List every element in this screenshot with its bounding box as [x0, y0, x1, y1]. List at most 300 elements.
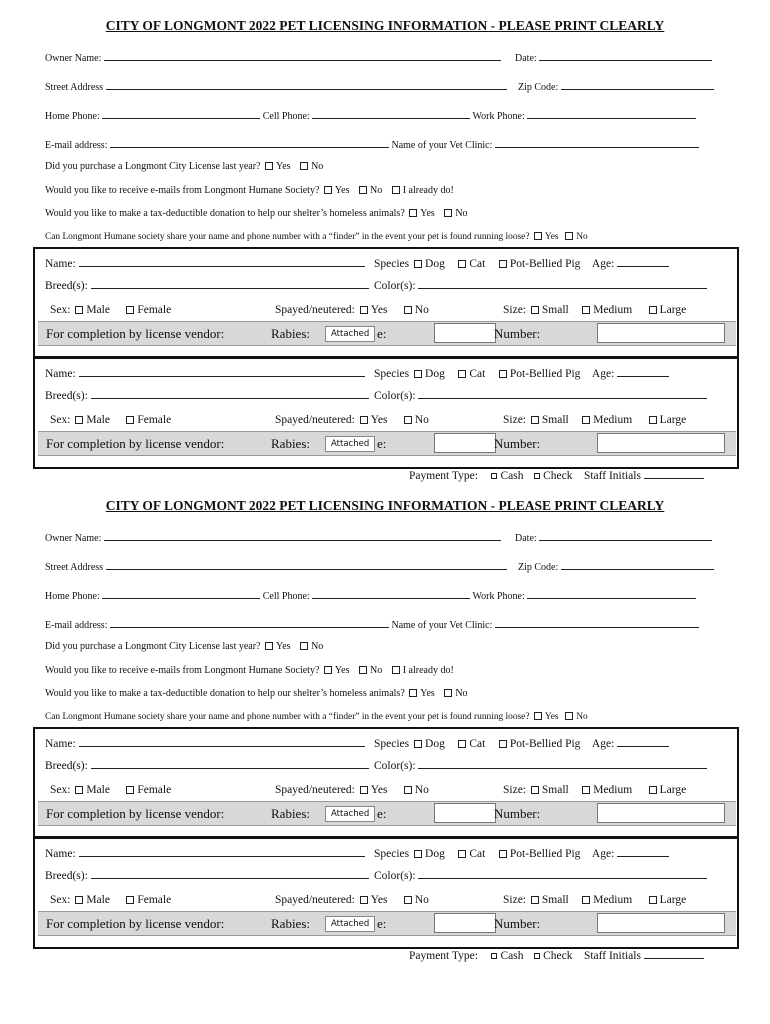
emails-already-checkbox[interactable] — [392, 186, 400, 194]
breed-field[interactable] — [91, 869, 369, 879]
breed-field[interactable] — [91, 279, 369, 289]
zip-code-field[interactable] — [561, 560, 714, 570]
pig-checkbox[interactable] — [499, 740, 507, 748]
attached-button[interactable]: Attached — [325, 916, 375, 932]
work-phone-label: Work Phone: — [472, 111, 525, 122]
male-label: Male — [86, 304, 110, 316]
male-checkbox[interactable] — [75, 416, 83, 424]
sex-row — [50, 414, 171, 426]
no-label: No — [576, 712, 588, 722]
male-checkbox[interactable] — [75, 306, 83, 314]
zip-code-label: Zip Code: — [518, 82, 559, 93]
spayed-yes-checkbox[interactable] — [360, 786, 368, 794]
street-address-label: Street Address — [45, 82, 104, 93]
spayed-yes-checkbox[interactable] — [360, 896, 368, 904]
date-field[interactable] — [539, 531, 712, 541]
color-row — [374, 869, 707, 882]
street-row — [45, 560, 507, 573]
check-label: Check — [543, 950, 573, 962]
yes-label: Yes — [420, 208, 435, 219]
small-label: Small — [541, 414, 569, 426]
pet-name-field[interactable] — [79, 367, 365, 377]
rabies-label: Rabies: — [271, 806, 310, 821]
zip-code-field[interactable] — [561, 80, 714, 90]
dog-label: Dog — [425, 848, 445, 860]
sex-row — [50, 894, 171, 906]
cat-label: Cat — [469, 368, 486, 380]
license-yes-checkbox[interactable] — [265, 162, 273, 170]
spayed-label: Spayed/neutered: — [275, 414, 355, 426]
sex-row — [50, 304, 171, 316]
color-label: Color(s): — [374, 870, 416, 882]
female-checkbox[interactable] — [126, 896, 134, 904]
no-label: No — [414, 894, 429, 906]
medium-label: Medium — [593, 894, 633, 906]
date-row — [515, 51, 712, 64]
staff-initials-label: Staff Initials — [583, 470, 641, 482]
share-no-checkbox[interactable] — [565, 712, 573, 720]
no-label: No — [414, 304, 429, 316]
share-no-checkbox[interactable] — [565, 232, 573, 240]
dog-checkbox[interactable] — [414, 740, 422, 748]
pet-name-row — [45, 367, 365, 380]
date-label: Date: — [515, 533, 537, 544]
large-checkbox[interactable] — [649, 306, 657, 314]
pet-name-row — [45, 847, 365, 860]
spayed-label: Spayed/neutered: — [275, 784, 355, 796]
no-label: No — [369, 185, 383, 196]
pig-label: Pot-Bellied Pig — [509, 258, 581, 270]
size-row — [503, 414, 686, 426]
owner-name-field[interactable] — [104, 51, 501, 61]
spayed-label: Spayed/neutered: — [275, 304, 355, 316]
male-checkbox[interactable] — [75, 896, 83, 904]
species-label: Species — [374, 738, 410, 750]
emails-question-text: Would you like to receive e-mails from Longmont Humane Society? — [45, 185, 320, 196]
yes-label: Yes — [276, 641, 291, 652]
medium-checkbox[interactable] — [582, 306, 590, 314]
age-field[interactable] — [617, 257, 669, 267]
dog-label: Dog — [425, 258, 445, 270]
sex-label: Sex: — [50, 894, 71, 906]
donation-yes-checkbox[interactable] — [409, 689, 417, 697]
cat-label: Cat — [469, 848, 486, 860]
breed-row — [45, 389, 369, 402]
sex-row — [50, 784, 171, 796]
attached-button[interactable]: Attached — [325, 436, 375, 452]
cat-checkbox[interactable] — [458, 850, 466, 858]
pet-name-label: Name: — [45, 738, 76, 750]
female-checkbox[interactable] — [126, 786, 134, 794]
size-label: Size: — [503, 894, 526, 906]
home-phone-field[interactable] — [102, 589, 260, 599]
age-label: Age: — [591, 368, 615, 380]
color-row — [374, 279, 707, 292]
zip-row — [518, 560, 714, 573]
spayed-yes-checkbox[interactable] — [360, 306, 368, 314]
no-label: No — [455, 208, 468, 219]
check-checkbox[interactable] — [534, 473, 540, 479]
vendor-bar — [38, 911, 736, 936]
emails-no-checkbox[interactable] — [359, 186, 367, 194]
pet-name-field[interactable] — [79, 257, 365, 267]
share-question — [45, 232, 588, 242]
large-checkbox[interactable] — [649, 416, 657, 424]
breed-field[interactable] — [91, 389, 369, 399]
license-number-label: Number: — [494, 326, 541, 341]
date-field[interactable] — [539, 51, 712, 61]
no-label: No — [576, 232, 588, 242]
spayed-no-checkbox[interactable] — [404, 306, 412, 314]
vendor-label: For completion by license vendor: — [46, 436, 225, 451]
form-title: CITY OF LONGMONT 2022 PET LICENSING INFORMATION - PLEASE PRINT CLEARLY — [105, 18, 665, 33]
home-phone-label: Home Phone: — [45, 111, 100, 122]
color-label: Color(s): — [374, 390, 416, 402]
pet-box — [33, 247, 739, 358]
share-question — [45, 712, 588, 722]
breed-label: Breed(s): — [45, 760, 88, 772]
already-label: I already do! — [402, 665, 454, 676]
spayed-no-checkbox[interactable] — [404, 896, 412, 904]
breed-row — [45, 279, 369, 292]
cat-checkbox[interactable] — [458, 740, 466, 748]
size-row — [503, 894, 686, 906]
license-question — [45, 641, 323, 652]
vendor-label: For completion by license vendor: — [46, 916, 225, 931]
age-label: Age: — [591, 848, 615, 860]
yes-label: Yes — [544, 232, 559, 242]
female-checkbox[interactable] — [126, 306, 134, 314]
age-label: Age: — [591, 738, 615, 750]
owner-name-label: Owner Name: — [45, 53, 102, 64]
attached-button[interactable]: Attached — [325, 326, 375, 342]
vendor-label: For completion by license vendor: — [46, 326, 225, 341]
license-number-label: Number: — [494, 916, 541, 931]
rabies-date-input[interactable] — [434, 803, 496, 823]
dog-checkbox[interactable] — [414, 260, 422, 268]
date-row — [515, 531, 712, 544]
species-row — [374, 737, 669, 750]
yes-label: Yes — [276, 161, 291, 172]
pig-checkbox[interactable] — [499, 370, 507, 378]
species-row — [374, 257, 669, 270]
age-field[interactable] — [617, 367, 669, 377]
cash-checkbox[interactable] — [491, 473, 497, 479]
license-number-input[interactable] — [597, 433, 725, 453]
species-row — [374, 847, 669, 860]
color-label: Color(s): — [374, 760, 416, 772]
vendor-bar — [38, 321, 736, 346]
vet-clinic-label: Name of your Vet Clinic: — [391, 140, 493, 151]
yes-label: Yes — [544, 712, 559, 722]
license-number-label: Number: — [494, 436, 541, 451]
species-label: Species — [374, 368, 410, 380]
license-question-text: Did you purchase a Longmont City License last year? — [45, 641, 261, 652]
color-field[interactable] — [418, 759, 707, 769]
payment-type-label: Payment Type: — [409, 470, 478, 482]
pet-name-label: Name: — [45, 258, 76, 270]
rabies-date-label: e: — [377, 916, 387, 931]
donation-question — [45, 688, 468, 699]
license-question — [45, 161, 323, 172]
owner-name-label: Owner Name: — [45, 533, 102, 544]
rabies-date-input[interactable] — [434, 323, 496, 343]
license-number-label: Number: — [494, 806, 541, 821]
yes-label: Yes — [370, 784, 388, 796]
pet-name-row — [45, 257, 365, 270]
sex-label: Sex: — [50, 304, 71, 316]
yes-label: Yes — [334, 665, 350, 676]
payment-type-label: Payment Type: — [409, 950, 478, 962]
spayed-yes-checkbox[interactable] — [360, 416, 368, 424]
rabies-label: Rabies: — [271, 916, 310, 931]
vet-clinic-field[interactable] — [495, 618, 699, 628]
payment-row — [409, 469, 704, 482]
vet-clinic-label: Name of your Vet Clinic: — [391, 620, 493, 631]
license-number-input[interactable] — [597, 913, 725, 933]
vendor-label: For completion by license vendor: — [46, 806, 225, 821]
date-label: Date: — [515, 53, 537, 64]
owner-name-row — [45, 51, 501, 64]
color-field[interactable] — [418, 869, 707, 879]
spayed-row — [275, 784, 429, 796]
cell-phone-label: Cell Phone: — [262, 591, 310, 602]
license-no-checkbox[interactable] — [300, 642, 308, 650]
check-checkbox[interactable] — [534, 953, 540, 959]
cat-checkbox[interactable] — [458, 370, 466, 378]
emails-question — [45, 185, 454, 196]
small-label: Small — [541, 304, 569, 316]
no-label: No — [414, 784, 429, 796]
staff-initials-field[interactable] — [644, 469, 704, 479]
female-label: Female — [137, 414, 172, 426]
street-row — [45, 80, 507, 93]
donation-question-text: Would you like to make a tax-deductible donation to help our shelter’s homeless animals? — [45, 208, 405, 219]
color-row — [374, 759, 707, 772]
email-row — [45, 618, 699, 631]
breed-row — [45, 869, 369, 882]
pet-box — [33, 727, 739, 838]
small-checkbox[interactable] — [531, 306, 539, 314]
breed-field[interactable] — [91, 759, 369, 769]
cat-checkbox[interactable] — [458, 260, 466, 268]
donation-question — [45, 208, 468, 219]
cell-phone-field[interactable] — [312, 109, 470, 119]
share-question-text: Can Longmont Humane society share your name and phone number with a “finder” in the event your pet is found running loose? — [45, 712, 530, 722]
yes-label: Yes — [370, 414, 388, 426]
share-question-text: Can Longmont Humane society share your name and phone number with a “finder” in the event your pet is found running loose? — [45, 232, 530, 242]
small-label: Small — [541, 894, 569, 906]
color-field[interactable] — [418, 389, 707, 399]
no-label: No — [414, 414, 429, 426]
pet-name-label: Name: — [45, 848, 76, 860]
breed-row — [45, 759, 369, 772]
pig-label: Pot-Bellied Pig — [509, 738, 581, 750]
medium-label: Medium — [593, 414, 633, 426]
pig-checkbox[interactable] — [499, 850, 507, 858]
spayed-row — [275, 894, 429, 906]
pig-checkbox[interactable] — [499, 260, 507, 268]
vet-clinic-field[interactable] — [495, 138, 699, 148]
no-label: No — [455, 688, 468, 699]
male-label: Male — [86, 414, 110, 426]
work-phone-label: Work Phone: — [472, 591, 525, 602]
form-title: CITY OF LONGMONT 2022 PET LICENSING INFORMATION - PLEASE PRINT CLEARLY — [105, 498, 665, 513]
female-label: Female — [137, 304, 172, 316]
cat-label: Cat — [469, 738, 486, 750]
street-address-field[interactable] — [106, 80, 507, 90]
rabies-date-input[interactable] — [434, 913, 496, 933]
email-field[interactable] — [110, 138, 389, 148]
spayed-row — [275, 414, 429, 426]
rabies-date-label: e: — [377, 806, 387, 821]
rabies-label: Rabies: — [271, 436, 310, 451]
female-label: Female — [137, 894, 172, 906]
emails-no-checkbox[interactable] — [359, 666, 367, 674]
cash-checkbox[interactable] — [491, 953, 497, 959]
pet-name-row — [45, 737, 365, 750]
emails-already-checkbox[interactable] — [392, 666, 400, 674]
email-field[interactable] — [110, 618, 389, 628]
size-row — [503, 784, 686, 796]
phone-row — [45, 109, 696, 122]
small-checkbox[interactable] — [531, 896, 539, 904]
large-checkbox[interactable] — [649, 786, 657, 794]
attached-button[interactable]: Attached — [325, 806, 375, 822]
license-number-input[interactable] — [597, 803, 725, 823]
cell-phone-field[interactable] — [312, 589, 470, 599]
staff-initials-label: Staff Initials — [583, 950, 641, 962]
color-label: Color(s): — [374, 280, 416, 292]
dog-checkbox[interactable] — [414, 850, 422, 858]
spayed-label: Spayed/neutered: — [275, 894, 355, 906]
color-field[interactable] — [418, 279, 707, 289]
pet-box — [33, 837, 739, 949]
cash-label: Cash — [500, 470, 524, 482]
pet-name-field[interactable] — [79, 737, 365, 747]
species-row — [374, 367, 669, 380]
street-address-label: Street Address — [45, 562, 104, 573]
share-yes-checkbox[interactable] — [534, 712, 542, 720]
work-phone-field[interactable] — [527, 109, 696, 119]
male-checkbox[interactable] — [75, 786, 83, 794]
license-no-checkbox[interactable] — [300, 162, 308, 170]
pig-label: Pot-Bellied Pig — [509, 368, 581, 380]
license-number-input[interactable] — [597, 323, 725, 343]
rabies-label: Rabies: — [271, 326, 310, 341]
vendor-bar — [38, 431, 736, 456]
staff-initials-field[interactable] — [644, 949, 704, 959]
check-label: Check — [543, 470, 573, 482]
medium-checkbox[interactable] — [582, 896, 590, 904]
home-phone-field[interactable] — [102, 109, 260, 119]
small-checkbox[interactable] — [531, 786, 539, 794]
emails-yes-checkbox[interactable] — [324, 186, 332, 194]
yes-label: Yes — [334, 185, 350, 196]
license-yes-checkbox[interactable] — [265, 642, 273, 650]
breed-label: Breed(s): — [45, 390, 88, 402]
pet-name-field[interactable] — [79, 847, 365, 857]
donation-yes-checkbox[interactable] — [409, 209, 417, 217]
large-label: Large — [659, 304, 687, 316]
size-row — [503, 304, 686, 316]
size-label: Size: — [503, 304, 526, 316]
species-label: Species — [374, 848, 410, 860]
emails-yes-checkbox[interactable] — [324, 666, 332, 674]
owner-name-field[interactable] — [104, 531, 501, 541]
share-yes-checkbox[interactable] — [534, 232, 542, 240]
emails-question-text: Would you like to receive e-mails from Longmont Humane Society? — [45, 665, 320, 676]
zip-row — [518, 80, 714, 93]
dog-label: Dog — [425, 738, 445, 750]
zip-code-label: Zip Code: — [518, 562, 559, 573]
cash-label: Cash — [500, 950, 524, 962]
phone-row — [45, 589, 696, 602]
medium-label: Medium — [593, 784, 633, 796]
female-label: Female — [137, 784, 172, 796]
spayed-row — [275, 304, 429, 316]
spayed-no-checkbox[interactable] — [404, 786, 412, 794]
home-phone-label: Home Phone: — [45, 591, 100, 602]
no-label: No — [369, 665, 383, 676]
email-label: E-mail address: — [45, 140, 108, 151]
species-label: Species — [374, 258, 410, 270]
breed-label: Breed(s): — [45, 870, 88, 882]
email-row — [45, 138, 699, 151]
rabies-date-label: e: — [377, 326, 387, 341]
color-row — [374, 389, 707, 402]
medium-checkbox[interactable] — [582, 416, 590, 424]
age-field[interactable] — [617, 847, 669, 857]
age-field[interactable] — [617, 737, 669, 747]
email-label: E-mail address: — [45, 620, 108, 631]
rabies-date-label: e: — [377, 436, 387, 451]
spayed-no-checkbox[interactable] — [404, 416, 412, 424]
already-label: I already do! — [402, 185, 454, 196]
cat-label: Cat — [469, 258, 486, 270]
large-label: Large — [659, 414, 687, 426]
no-label: No — [311, 161, 324, 172]
cell-phone-label: Cell Phone: — [262, 111, 310, 122]
small-checkbox[interactable] — [531, 416, 539, 424]
large-label: Large — [659, 894, 687, 906]
donation-no-checkbox[interactable] — [444, 209, 452, 217]
size-label: Size: — [503, 784, 526, 796]
street-address-field[interactable] — [106, 560, 507, 570]
medium-label: Medium — [593, 304, 633, 316]
emails-question — [45, 665, 454, 676]
large-checkbox[interactable] — [649, 896, 657, 904]
sex-label: Sex: — [50, 414, 71, 426]
breed-label: Breed(s): — [45, 280, 88, 292]
female-checkbox[interactable] — [126, 416, 134, 424]
sex-label: Sex: — [50, 784, 71, 796]
male-label: Male — [86, 784, 110, 796]
pig-label: Pot-Bellied Pig — [509, 848, 581, 860]
small-label: Small — [541, 784, 569, 796]
donation-no-checkbox[interactable] — [444, 689, 452, 697]
medium-checkbox[interactable] — [582, 786, 590, 794]
large-label: Large — [659, 784, 687, 796]
license-question-text: Did you purchase a Longmont City License last year? — [45, 161, 261, 172]
work-phone-field[interactable] — [527, 589, 696, 599]
vendor-bar — [38, 801, 736, 826]
dog-checkbox[interactable] — [414, 370, 422, 378]
rabies-date-input[interactable] — [434, 433, 496, 453]
yes-label: Yes — [420, 688, 435, 699]
yes-label: Yes — [370, 304, 388, 316]
size-label: Size: — [503, 414, 526, 426]
